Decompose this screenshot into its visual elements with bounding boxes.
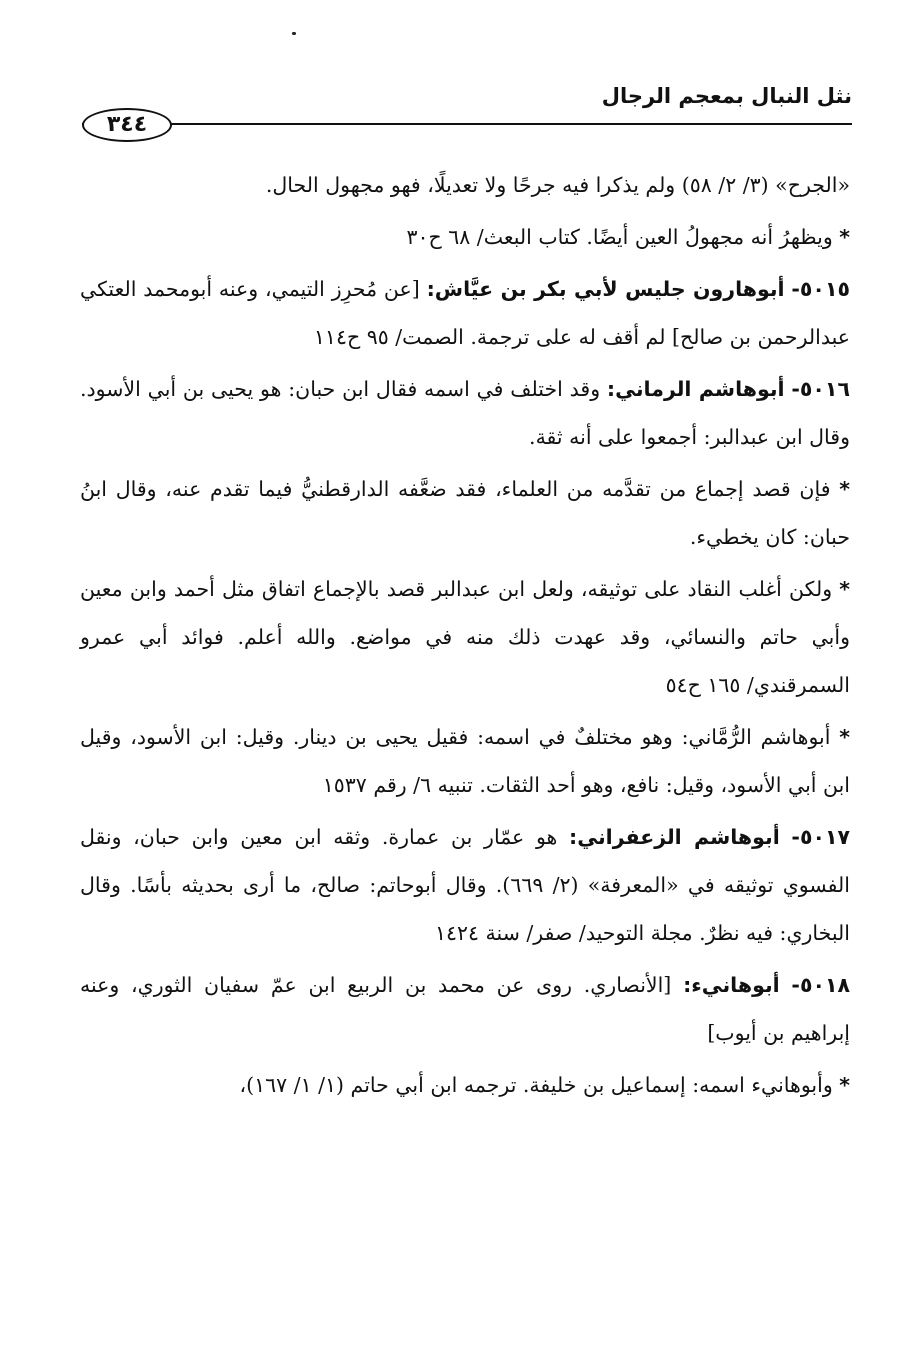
paragraph-text: ويظهرُ أنه مجهولُ العين أيضًا. كتاب البعث/ ٦٨ ح٣٠ [406,225,833,249]
bullet-star: * [839,1073,850,1097]
paragraph [80,813,850,957]
bullet-star: * [839,725,850,749]
paragraph-text: وقد اختلف في اسمه فقال ابن حبان: هو يحيى بن أبي الأسود. وقال ابن عبدالبر: أجمعوا على أنه ثقة. [80,377,850,449]
entry-number: ٥٠١٧- [791,825,850,849]
paragraph [80,1061,850,1109]
paragraph [80,565,850,709]
bullet-star: * [839,477,850,501]
paragraph [80,161,850,209]
paragraph-text: هو عمّار بن عمارة. وثقه ابن معين وابن حبان، ونقل الفسوي توثيقه في «المعرفة» (٢/ ٦٦٩). وقال أبوحاتم: صالح، ما أرى بحديثه بأسًا. وقال البخاري: فيه نظرٌ. مجلة التوحيد/ صفر/ سنة ١٤٢٤ [80,825,850,945]
paragraph [80,713,850,809]
page-number: ٣٤٤ [82,108,172,142]
paragraph-text: أبوهاشم الرُّمَّاني: وهو مختلفٌ في اسمه: فقيل يحيى بن دينار. وقيل: ابن الأسود، وقيل ابن أبي الأسود، وقيل: نافع، وهو أحد الثقات. تنبيه ٦/ رقم ١٥٣٧ [80,725,850,797]
header-rule [82,123,852,125]
bullet-star: * [839,225,850,249]
paragraph [80,365,850,461]
paragraph [80,213,850,261]
page-body [80,161,850,1109]
paragraph-text: ولكن أغلب النقاد على توثيقه، ولعل ابن عبدالبر قصد بالإجماع اتفاق مثل أحمد وابن معين وأبي حاتم والنسائي، وقد عهدت ذلك منه في مواضع. والله أعلم. فوائد أبي عمرو السمرقندي/ ١٦٥ ح٥٤ [80,577,850,697]
paragraph [80,465,850,561]
entry-name: أبوهانيء: [683,973,780,997]
running-title: نثل النبال بمعجم الرجال [601,84,852,108]
entry-name: أبوهاشم الرماني: [606,377,785,401]
entry-name: أبوهارون جليس لأبي بكر بن عيَّاش: [426,277,785,301]
paragraph [80,265,850,361]
entry-number: ٥٠١٦- [791,377,850,401]
paragraph-text: «الجرح» (٣/ ٢/ ٥٨) ولم يذكرا فيه جرحًا ولا تعديلًا، فهو مجهول الحال. [265,173,850,197]
bullet-star: * [839,577,850,601]
paragraph-text: وأبوهانيء اسمه: إسماعيل بن خليفة. ترجمه ابن أبي حاتم (١/ ١/ ١٦٧)، [239,1073,833,1097]
paragraph-text: [عن مُحرِز التيمي، وعنه أبومحمد العتكي عبدالرحمن بن صالح] لم أقف له على ترجمة. الصمت/ ٩٥ ح١١٤ [80,277,850,349]
paragraph [80,961,850,1057]
entry-number: ٥٠١٨- [791,973,850,997]
page-header [82,72,852,136]
paragraph-text: فإن قصد إجماع من تقدَّمه من العلماء، فقد ضعَّفه الدارقطنيُّ فيما تقدم عنه، وقال ابنُ حبان: كان يخطيء. [80,477,850,549]
entry-name: أبوهاشم الزعفراني: [569,825,780,849]
paragraph-text: [الأنصاري. روى عن محمد بن الربيع ابن عمّ سفيان الثوري، وعنه إبراهيم بن أيوب] [80,973,850,1045]
ink-speck [292,32,296,35]
entry-number: ٥٠١٥- [791,277,850,301]
